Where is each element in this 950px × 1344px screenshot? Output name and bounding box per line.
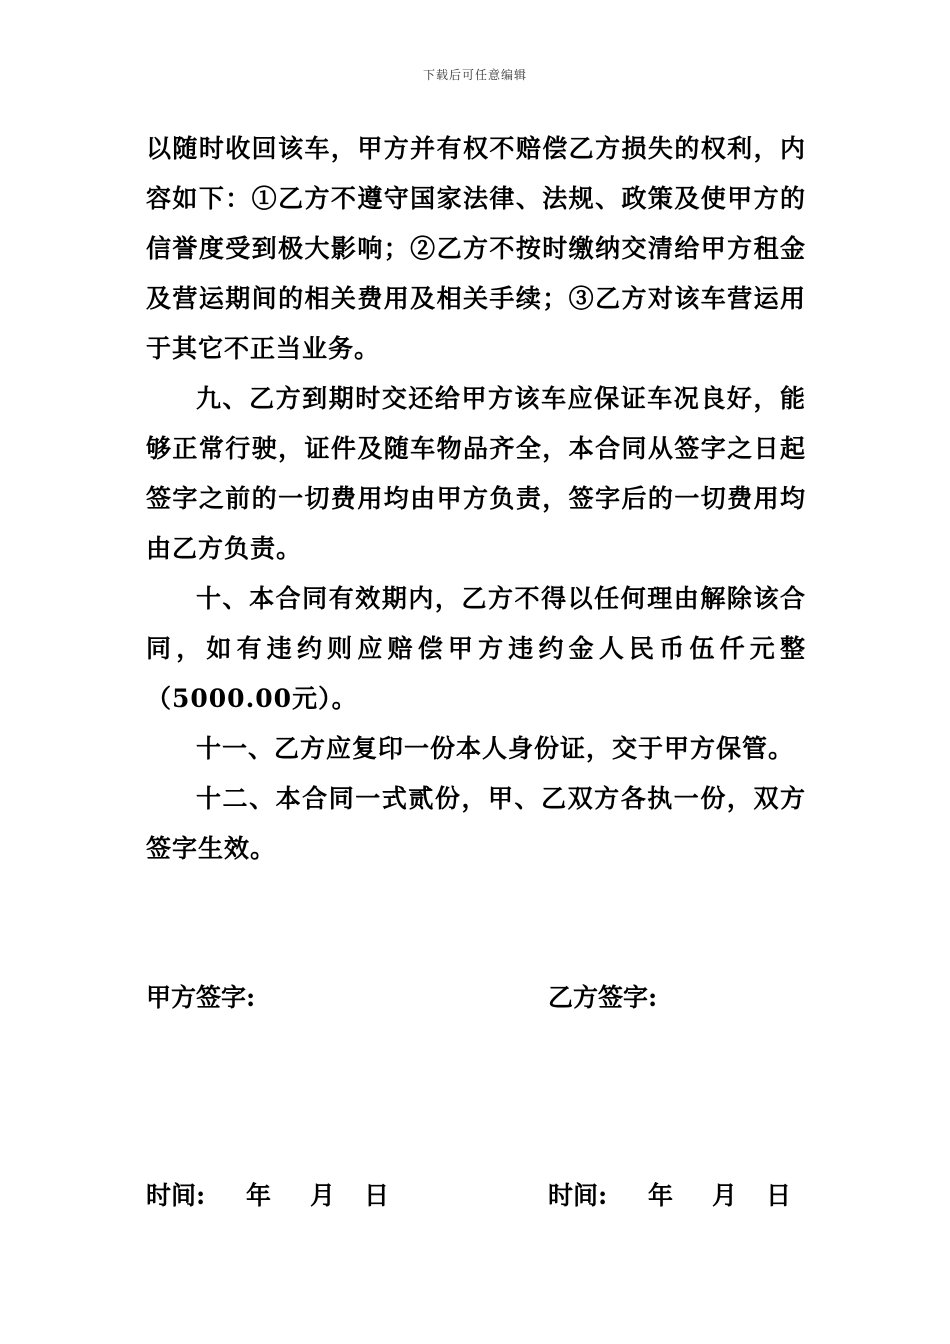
party-b-date-row [548,1176,791,1212]
date-year: 年 [648,1181,674,1210]
date-month: 月 [712,1181,738,1210]
paragraph-clause-12: 十二、本合同一式贰份，甲、乙双方各执一份，双方签字生效。 [146,784,806,863]
party-a-signature-label: 甲方签字: [146,983,256,1012]
date-year: 年 [246,1181,272,1210]
party-b-signature-label: 乙方签字: [548,983,658,1012]
contract-body [146,124,806,874]
date-day: 日 [364,1181,390,1210]
date-month: 月 [310,1181,336,1210]
date-label: 时间: [146,1181,206,1210]
date-day: 日 [766,1181,792,1210]
party-a-date-row [146,1176,389,1212]
date-label: 时间: [548,1181,608,1210]
paragraph-clause-9: 九、乙方到期时交还给甲方该车应保证车况良好，能够正常行驶，证件及随车物品齐全，本合同从签字之日起签字之前的一切费用均由甲方负责，签字后的一切费用均由乙方负责。 [146,384,806,563]
paragraph-continuation: 以随时收回该车，甲方并有权不赔偿乙方损失的权利，内容如下：①乙方不遵守国家法律、法规、政策及使甲方的信誉度受到极大影响；②乙方不按时缴纳交清给甲方租金及营运期间的相关费用及相关手续；③乙方对该车营运用于其它不正当业务。 [146,134,806,363]
paragraph-clause-10: 十、本合同有效期内，乙方不得以任何理由解除该合同，如有违约则应赔偿甲方违约金人民币伍仟元整（5000.00元）。 [146,584,806,713]
paragraph-clause-11: 十一、乙方应复印一份本人身份证，交于甲方保管。 [196,734,795,763]
page-header-note: 下载后可任意编辑 [422,68,527,82]
